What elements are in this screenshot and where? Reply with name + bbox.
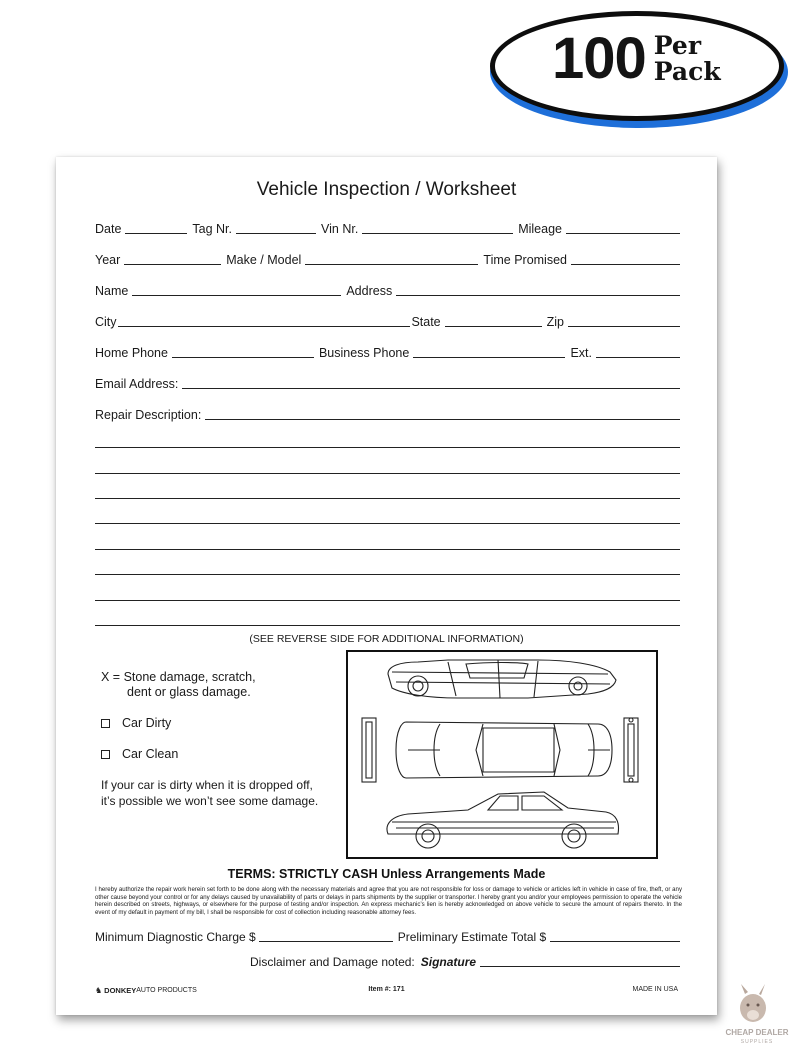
row-phones xyxy=(95,345,680,361)
see-reverse-note: (SEE REVERSE SIDE FOR ADDITIONAL INFORMATION) xyxy=(249,633,524,645)
repair-description-line[interactable] xyxy=(95,523,680,524)
city-line[interactable] xyxy=(118,315,411,327)
car-clean-checkbox[interactable] xyxy=(101,750,110,759)
car-side-view xyxy=(387,792,619,848)
year-line[interactable] xyxy=(124,253,221,265)
row-charges xyxy=(95,929,680,945)
email-label: Email Address: xyxy=(95,377,179,391)
make-model-label: Make / Model xyxy=(226,253,302,267)
vin-label: Vin Nr. xyxy=(321,222,359,236)
car-dirty-label: Car Dirty xyxy=(122,716,172,730)
prelim-estimate-label: Preliminary Estimate Total $ xyxy=(397,930,547,944)
city-label: City xyxy=(95,315,117,329)
min-charge-line[interactable] xyxy=(259,930,393,942)
repair-description-line[interactable] xyxy=(95,625,680,626)
address-label: Address xyxy=(346,284,393,298)
state-line[interactable] xyxy=(445,315,542,327)
car-outline-icon xyxy=(348,652,655,856)
car-clean-option[interactable] xyxy=(101,747,178,761)
damage-legend-cont: dent or glass damage. xyxy=(127,685,251,699)
made-in-usa: MADE IN USA xyxy=(632,986,678,993)
row-year-make-time xyxy=(95,252,680,268)
badge-number: 100 xyxy=(552,26,646,91)
ext-label: Ext. xyxy=(570,346,592,360)
state-label: State xyxy=(411,315,441,329)
name-label: Name xyxy=(95,284,129,298)
repair-label: Repair Description: xyxy=(95,408,202,422)
row-disclaimer xyxy=(250,954,680,970)
repair-line[interactable] xyxy=(205,408,680,420)
name-line[interactable] xyxy=(132,284,341,296)
car-plan-view xyxy=(362,718,638,782)
car-dirty-option[interactable] xyxy=(101,716,171,730)
signature-line[interactable] xyxy=(480,955,680,967)
home-phone-label: Home Phone xyxy=(95,346,168,360)
repair-description-line[interactable] xyxy=(95,498,680,499)
home-phone-line[interactable] xyxy=(172,346,314,358)
address-line[interactable] xyxy=(396,284,680,296)
time-promised-label: Time Promised xyxy=(483,253,567,267)
car-top-side-view xyxy=(388,660,616,698)
mileage-line[interactable] xyxy=(566,222,680,234)
business-phone-label: Business Phone xyxy=(318,346,410,360)
terms-heading: TERMS: STRICTLY CASH Unless Arrangements Made xyxy=(227,867,546,881)
repair-description-line[interactable] xyxy=(95,447,680,448)
dirty-car-note xyxy=(101,777,318,809)
car-clean-label: Car Clean xyxy=(122,747,179,761)
row-repair xyxy=(95,407,680,423)
prelim-estimate-line[interactable] xyxy=(550,930,680,942)
time-promised-line[interactable] xyxy=(571,253,680,265)
watermark-brand: CHEAP DEALER xyxy=(725,1028,789,1037)
row-city-state-zip xyxy=(95,314,680,330)
donkey-icon: ♞ xyxy=(95,986,103,995)
make-model-line[interactable] xyxy=(305,253,478,265)
repair-description-line[interactable] xyxy=(95,473,680,474)
row-name-address xyxy=(95,283,680,299)
authorization-fine-print: I hereby authorize the repair work herein set forth to be done along with the necessary materials and agree that you are not responsible for loss or damage to vehicle or articles left in vehicle in case of fire, theft, or any other cause beyond your control or for any delays caused by unavailability of parts or delays in parts shipments by the supplier or transporter. I hereby grant you and/or your employees permission to operate the vehicle herein described on streets, highways, or elsewhere for the purpose of testing and/or inspection. An express mechanic’s lien is hereby acknowledged on above vehicle to secure the amount of repairs thereto. In the event of my default in payment of my bill, I shall be responsible for cost of collection including reasonable attorney fees. xyxy=(95,886,682,916)
brand-suffix: AUTO PRODUCTS xyxy=(136,987,197,994)
date-line[interactable] xyxy=(125,222,187,234)
repair-description-line[interactable] xyxy=(95,600,680,601)
signature-label: Signature xyxy=(420,955,477,969)
inspection-form-sheet xyxy=(56,157,717,1015)
zip-label: Zip xyxy=(546,315,564,329)
business-phone-line[interactable] xyxy=(413,346,565,358)
row-date-tag-vin-mileage xyxy=(95,221,680,237)
dirty-car-note-line2: it’s possible we won’t see some damage. xyxy=(101,794,319,808)
year-label: Year xyxy=(95,253,121,267)
ext-line[interactable] xyxy=(596,346,680,358)
vin-line[interactable] xyxy=(362,222,513,234)
badge-label xyxy=(552,26,721,91)
form-title: Vehicle Inspection / Worksheet xyxy=(256,179,517,200)
zip-line[interactable] xyxy=(568,315,680,327)
date-label: Date xyxy=(95,222,122,236)
tag-line[interactable] xyxy=(236,222,316,234)
row-email xyxy=(95,376,680,392)
repair-description-line[interactable] xyxy=(95,549,680,550)
email-line[interactable] xyxy=(182,377,680,389)
disclaimer-label: Disclaimer and Damage noted: xyxy=(250,955,415,969)
watermark-sub: SUPPLIES xyxy=(740,1039,774,1045)
badge-pack: Pack xyxy=(653,57,721,86)
car-dirty-checkbox[interactable] xyxy=(101,719,110,728)
damage-legend: X = Stone damage, scratch, xyxy=(101,670,256,684)
brand-name: DONKEY xyxy=(104,986,137,995)
item-number: Item #: 171 xyxy=(368,986,405,993)
min-charge-label: Minimum Diagnostic Charge $ xyxy=(95,930,256,944)
badge-per: Per xyxy=(653,31,701,60)
dirty-car-note-line1: If your car is dirty when it is dropped off, xyxy=(101,778,313,792)
tag-label: Tag Nr. xyxy=(192,222,233,236)
repair-description-line[interactable] xyxy=(95,574,680,575)
vehicle-damage-diagram[interactable] xyxy=(346,650,658,859)
mileage-label: Mileage xyxy=(518,222,562,236)
